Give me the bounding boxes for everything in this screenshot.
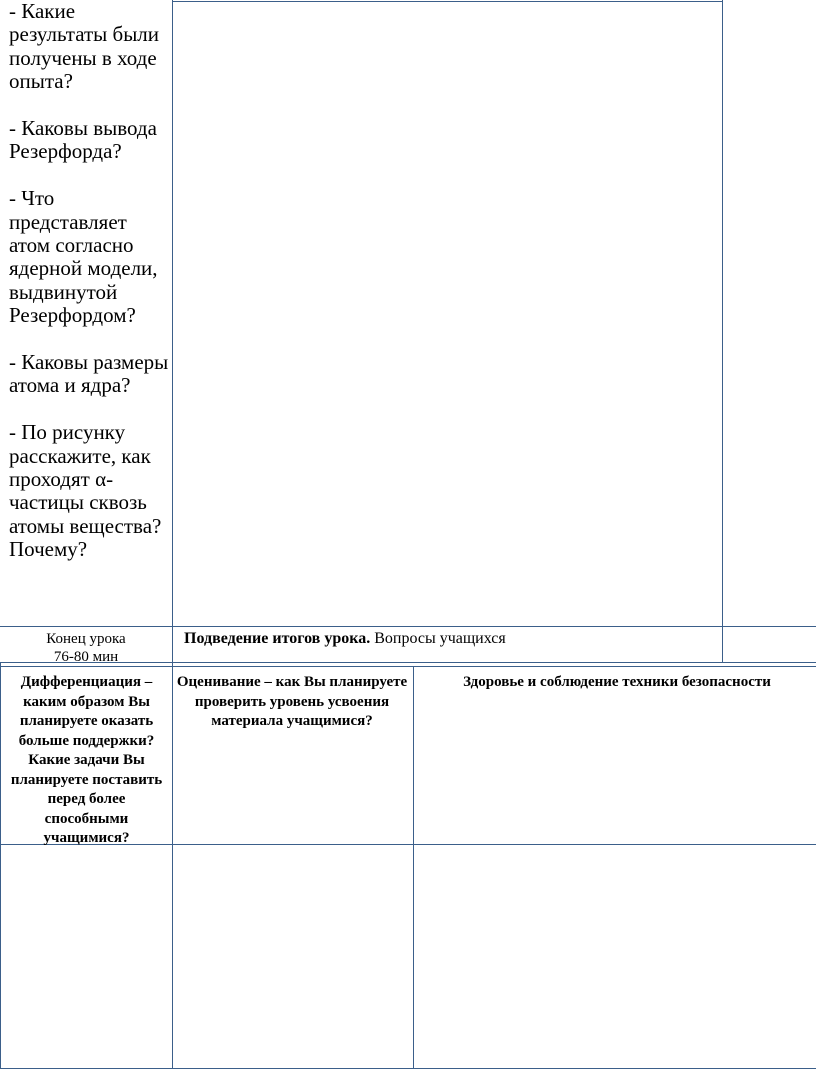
lesson-end-title: Конец урока xyxy=(46,631,126,647)
question-list xyxy=(9,0,169,562)
lesson-summary-heading: Подведение итогов урока. xyxy=(184,630,371,647)
table-border-top xyxy=(172,1,722,2)
assessment-header: Оценивание – как Вы планируете проверить уровень усвоения материала учащимися? xyxy=(176,674,408,729)
table-border-bottom xyxy=(0,1068,816,1069)
question-item: - По рисунку расскажите, как проходят α-частицы сквозь атомы вещества? Почему? xyxy=(9,420,162,562)
question-item: - Какие результаты были получены в ходе опыта? xyxy=(9,0,160,94)
lesson-end-time: 76-80 мин xyxy=(53,649,119,665)
question-item: - Каковы вывода Резерфорда? xyxy=(9,116,157,164)
differentiation-header: Дифференциация – каким образом Вы планируете оказать больше поддержки? Какие задачи Вы планируете поставить перед более способными учащимися? xyxy=(10,674,163,846)
table-col-left-border xyxy=(0,662,1,1069)
table-col-divider-2 xyxy=(722,0,723,662)
table-border-row2b xyxy=(0,666,816,667)
table-border-row1 xyxy=(0,626,816,627)
lesson-summary-text: Вопросы учащихся xyxy=(370,630,506,647)
table-col-divider-1 xyxy=(172,0,173,1069)
health-safety-header: Здоровье и соблюдение техники безопасности xyxy=(463,674,771,690)
question-item: - Каковы размеры атома и ядра? xyxy=(9,350,169,398)
question-item: - Что представляет атом согласно ядерной модели, выдвинутой Резерфордом? xyxy=(9,186,158,328)
table-col-divider-3 xyxy=(413,666,414,1069)
lesson-end-label xyxy=(0,630,172,666)
lesson-summary xyxy=(184,629,506,649)
